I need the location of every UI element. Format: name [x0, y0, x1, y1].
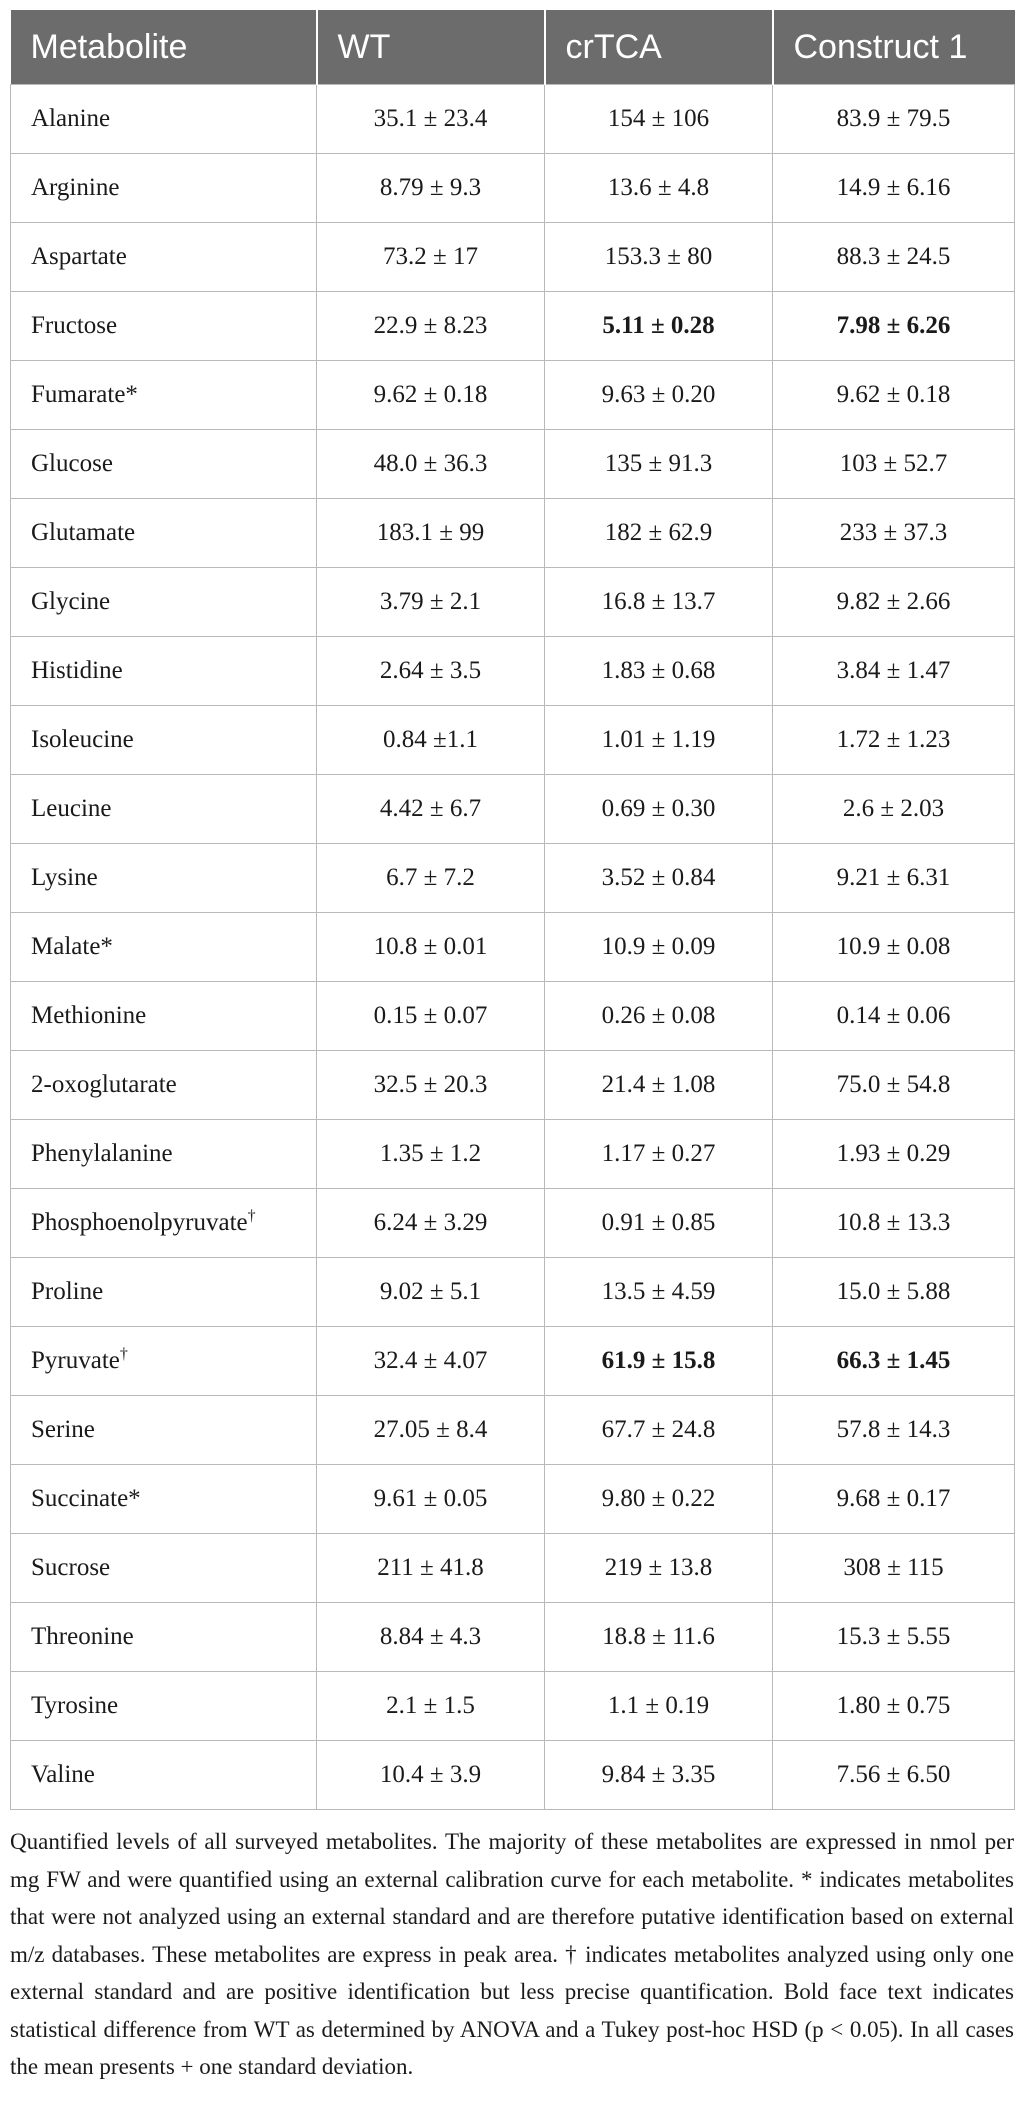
construct-1-value-cell: 2.6 ± 2.03: [773, 775, 1015, 844]
construct-1-value-cell: 7.98 ± 6.26: [773, 292, 1015, 361]
wt-value-cell: 9.62 ± 0.18: [317, 361, 545, 430]
construct-1-value-cell: 75.0 ± 54.8: [773, 1051, 1015, 1120]
table-row: [11, 154, 1015, 223]
metabolite-name: Histidine: [31, 657, 123, 684]
construct-1-value-cell: 88.3 ± 24.5: [773, 223, 1015, 292]
table-row: [11, 913, 1015, 982]
metabolite-name: Leucine: [31, 795, 112, 822]
metabolite-name: Isoleucine: [31, 726, 134, 753]
metabolite-name-cell: [11, 1741, 317, 1810]
crtca-value-cell: 61.9 ± 15.8: [545, 1327, 773, 1396]
wt-value-cell: 22.9 ± 8.23: [317, 292, 545, 361]
wt-value-cell: 9.61 ± 0.05: [317, 1465, 545, 1534]
metabolite-name: Pyruvate: [31, 1347, 120, 1374]
metabolite-name-cell: [11, 1396, 317, 1465]
construct-1-value-cell: 1.80 ± 0.75: [773, 1672, 1015, 1741]
metabolite-name: Serine: [31, 1416, 95, 1443]
table-body: [11, 85, 1015, 1810]
wt-value-cell: 10.8 ± 0.01: [317, 913, 545, 982]
footnote-mark: †: [119, 1345, 128, 1363]
construct-1-value-cell: 308 ± 115: [773, 1534, 1015, 1603]
crtca-value-cell: 16.8 ± 13.7: [545, 568, 773, 637]
crtca-value-cell: 67.7 ± 24.8: [545, 1396, 773, 1465]
metabolite-name: Fructose: [31, 312, 118, 339]
metabolite-name-cell: [11, 844, 317, 913]
crtca-value-cell: 0.26 ± 0.08: [545, 982, 773, 1051]
table-row: [11, 1327, 1015, 1396]
crtca-value-cell: 10.9 ± 0.09: [545, 913, 773, 982]
metabolite-name: Glycine: [31, 588, 111, 615]
metabolite-name: Alanine: [31, 105, 111, 132]
wt-value-cell: 6.24 ± 3.29: [317, 1189, 545, 1258]
metabolite-name-cell: [11, 913, 317, 982]
crtca-value-cell: 219 ± 13.8: [545, 1534, 773, 1603]
metabolite-name: Fumarate*: [31, 381, 138, 408]
construct-1-value-cell: 10.8 ± 13.3: [773, 1189, 1015, 1258]
crtca-value-cell: 18.8 ± 11.6: [545, 1603, 773, 1672]
metabolite-name: Sucrose: [31, 1554, 111, 1581]
construct-1-value-cell: 15.3 ± 5.55: [773, 1603, 1015, 1672]
table-caption: Quantified levels of all surveyed metabolites. The majority of these metabolites are expressed in nmol per mg FW and were quantified using an external calibration curve for each metabolite. * indicates metabolites that were not analyzed using an external standard and are therefore putative identification based on external m/z databases. These metabolites are express in peak area. † indicates metabolites analyzed using only one external standard and are positive identification but less precise quantification. Bold face text indicates statistical difference from WT as determined by ANOVA and a Tukey post-hoc HSD (p < 0.05). In all cases the mean presents + one standard deviation.: [10, 1829, 1014, 2079]
column-header-crtca: crTCA: [545, 10, 773, 85]
crtca-value-cell: 153.3 ± 80: [545, 223, 773, 292]
column-header-construct-1: Construct 1: [773, 10, 1015, 85]
wt-value-cell: 6.7 ± 7.2: [317, 844, 545, 913]
table-row: [11, 1672, 1015, 1741]
metabolite-name-cell: [11, 1189, 317, 1258]
metabolite-name-cell: [11, 1258, 317, 1327]
metabolite-name-cell: [11, 1120, 317, 1189]
wt-value-cell: 32.5 ± 20.3: [317, 1051, 545, 1120]
crtca-value-cell: 135 ± 91.3: [545, 430, 773, 499]
wt-value-cell: 0.15 ± 0.07: [317, 982, 545, 1051]
table-row: [11, 1189, 1015, 1258]
wt-value-cell: 2.64 ± 3.5: [317, 637, 545, 706]
column-header-metabolite: Metabolite: [11, 10, 317, 85]
metabolite-name-cell: [11, 1672, 317, 1741]
construct-1-value-cell: 9.82 ± 2.66: [773, 568, 1015, 637]
table-row: [11, 292, 1015, 361]
metabolite-table-container: [10, 10, 1014, 1810]
metabolite-name-cell: [11, 1327, 317, 1396]
table-row: [11, 85, 1015, 154]
metabolite-name-cell: [11, 1051, 317, 1120]
metabolite-table: [10, 10, 1015, 1810]
construct-1-value-cell: 14.9 ± 6.16: [773, 154, 1015, 223]
wt-value-cell: 8.84 ± 4.3: [317, 1603, 545, 1672]
metabolite-name: Malate*: [31, 933, 113, 960]
wt-value-cell: 0.84 ±1.1: [317, 706, 545, 775]
table-row: [11, 1465, 1015, 1534]
table-row: [11, 1396, 1015, 1465]
wt-value-cell: 32.4 ± 4.07: [317, 1327, 545, 1396]
wt-value-cell: 211 ± 41.8: [317, 1534, 545, 1603]
metabolite-name: Lysine: [31, 864, 98, 891]
table-row: [11, 775, 1015, 844]
metabolite-name-cell: [11, 361, 317, 430]
crtca-value-cell: 13.5 ± 4.59: [545, 1258, 773, 1327]
metabolite-name-cell: [11, 154, 317, 223]
crtca-value-cell: 182 ± 62.9: [545, 499, 773, 568]
wt-value-cell: 3.79 ± 2.1: [317, 568, 545, 637]
metabolite-name-cell: [11, 982, 317, 1051]
construct-1-value-cell: 9.62 ± 0.18: [773, 361, 1015, 430]
construct-1-value-cell: 103 ± 52.7: [773, 430, 1015, 499]
construct-1-value-cell: 83.9 ± 79.5: [773, 85, 1015, 154]
crtca-value-cell: 1.01 ± 1.19: [545, 706, 773, 775]
table-row: [11, 361, 1015, 430]
wt-value-cell: 8.79 ± 9.3: [317, 154, 545, 223]
construct-1-value-cell: 57.8 ± 14.3: [773, 1396, 1015, 1465]
crtca-value-cell: 21.4 ± 1.08: [545, 1051, 773, 1120]
crtca-value-cell: 0.69 ± 0.30: [545, 775, 773, 844]
wt-value-cell: 27.05 ± 8.4: [317, 1396, 545, 1465]
table-row: [11, 430, 1015, 499]
crtca-value-cell: 1.17 ± 0.27: [545, 1120, 773, 1189]
metabolite-name: Methionine: [31, 1002, 147, 1029]
metabolite-name-cell: [11, 430, 317, 499]
crtca-value-cell: 1.83 ± 0.68: [545, 637, 773, 706]
metabolite-name: Arginine: [31, 174, 120, 201]
table-row: [11, 1258, 1015, 1327]
table-row: [11, 568, 1015, 637]
metabolite-name-cell: [11, 637, 317, 706]
metabolite-name: Glucose: [31, 450, 113, 477]
metabolite-name: Threonine: [31, 1623, 134, 1650]
construct-1-value-cell: 9.68 ± 0.17: [773, 1465, 1015, 1534]
metabolite-name-cell: [11, 1534, 317, 1603]
crtca-value-cell: 9.84 ± 3.35: [545, 1741, 773, 1810]
wt-value-cell: 73.2 ± 17: [317, 223, 545, 292]
metabolite-name: Glutamate: [31, 519, 136, 546]
construct-1-value-cell: 1.72 ± 1.23: [773, 706, 1015, 775]
construct-1-value-cell: 0.14 ± 0.06: [773, 982, 1015, 1051]
table-row: [11, 499, 1015, 568]
table-row: [11, 1051, 1015, 1120]
crtca-value-cell: 3.52 ± 0.84: [545, 844, 773, 913]
construct-1-value-cell: 233 ± 37.3: [773, 499, 1015, 568]
table-row: [11, 1534, 1015, 1603]
metabolite-name: Aspartate: [31, 243, 127, 270]
wt-value-cell: 9.02 ± 5.1: [317, 1258, 545, 1327]
crtca-value-cell: 5.11 ± 0.28: [545, 292, 773, 361]
metabolite-name-cell: [11, 775, 317, 844]
metabolite-name: Valine: [31, 1761, 95, 1788]
crtca-value-cell: 154 ± 106: [545, 85, 773, 154]
table-row: [11, 982, 1015, 1051]
construct-1-value-cell: 9.21 ± 6.31: [773, 844, 1015, 913]
metabolite-name: Proline: [31, 1278, 104, 1305]
construct-1-value-cell: 7.56 ± 6.50: [773, 1741, 1015, 1810]
metabolite-name: Tyrosine: [31, 1692, 119, 1719]
table-row: [11, 706, 1015, 775]
crtca-value-cell: 9.63 ± 0.20: [545, 361, 773, 430]
table-row: [11, 1120, 1015, 1189]
construct-1-value-cell: 15.0 ± 5.88: [773, 1258, 1015, 1327]
metabolite-name-cell: [11, 706, 317, 775]
construct-1-value-cell: 66.3 ± 1.45: [773, 1327, 1015, 1396]
wt-value-cell: 4.42 ± 6.7: [317, 775, 545, 844]
crtca-value-cell: 1.1 ± 0.19: [545, 1672, 773, 1741]
table-row: [11, 1741, 1015, 1810]
metabolite-name: Succinate*: [31, 1485, 141, 1512]
metabolite-name: Phosphoenolpyruvate: [31, 1209, 248, 1236]
table-row: [11, 223, 1015, 292]
footnote-mark: †: [247, 1207, 256, 1225]
table-row: [11, 844, 1015, 913]
crtca-value-cell: 0.91 ± 0.85: [545, 1189, 773, 1258]
crtca-value-cell: 13.6 ± 4.8: [545, 154, 773, 223]
metabolite-name-cell: [11, 292, 317, 361]
construct-1-value-cell: 10.9 ± 0.08: [773, 913, 1015, 982]
wt-value-cell: 2.1 ± 1.5: [317, 1672, 545, 1741]
metabolite-name-cell: [11, 223, 317, 292]
table-row: [11, 1603, 1015, 1672]
metabolite-name-cell: [11, 499, 317, 568]
wt-value-cell: 48.0 ± 36.3: [317, 430, 545, 499]
metabolite-name: Phenylalanine: [31, 1140, 173, 1167]
metabolite-name-cell: [11, 1603, 317, 1672]
construct-1-value-cell: 1.93 ± 0.29: [773, 1120, 1015, 1189]
crtca-value-cell: 9.80 ± 0.22: [545, 1465, 773, 1534]
table-row: [11, 637, 1015, 706]
wt-value-cell: 35.1 ± 23.4: [317, 85, 545, 154]
table-header-row: [11, 10, 1015, 85]
wt-value-cell: 10.4 ± 3.9: [317, 1741, 545, 1810]
wt-value-cell: 1.35 ± 1.2: [317, 1120, 545, 1189]
metabolite-name-cell: [11, 568, 317, 637]
metabolite-name: 2-oxoglutarate: [31, 1071, 177, 1098]
wt-value-cell: 183.1 ± 99: [317, 499, 545, 568]
metabolite-name-cell: [11, 1465, 317, 1534]
construct-1-value-cell: 3.84 ± 1.47: [773, 637, 1015, 706]
metabolite-name-cell: [11, 85, 317, 154]
column-header-wt: WT: [317, 10, 545, 85]
